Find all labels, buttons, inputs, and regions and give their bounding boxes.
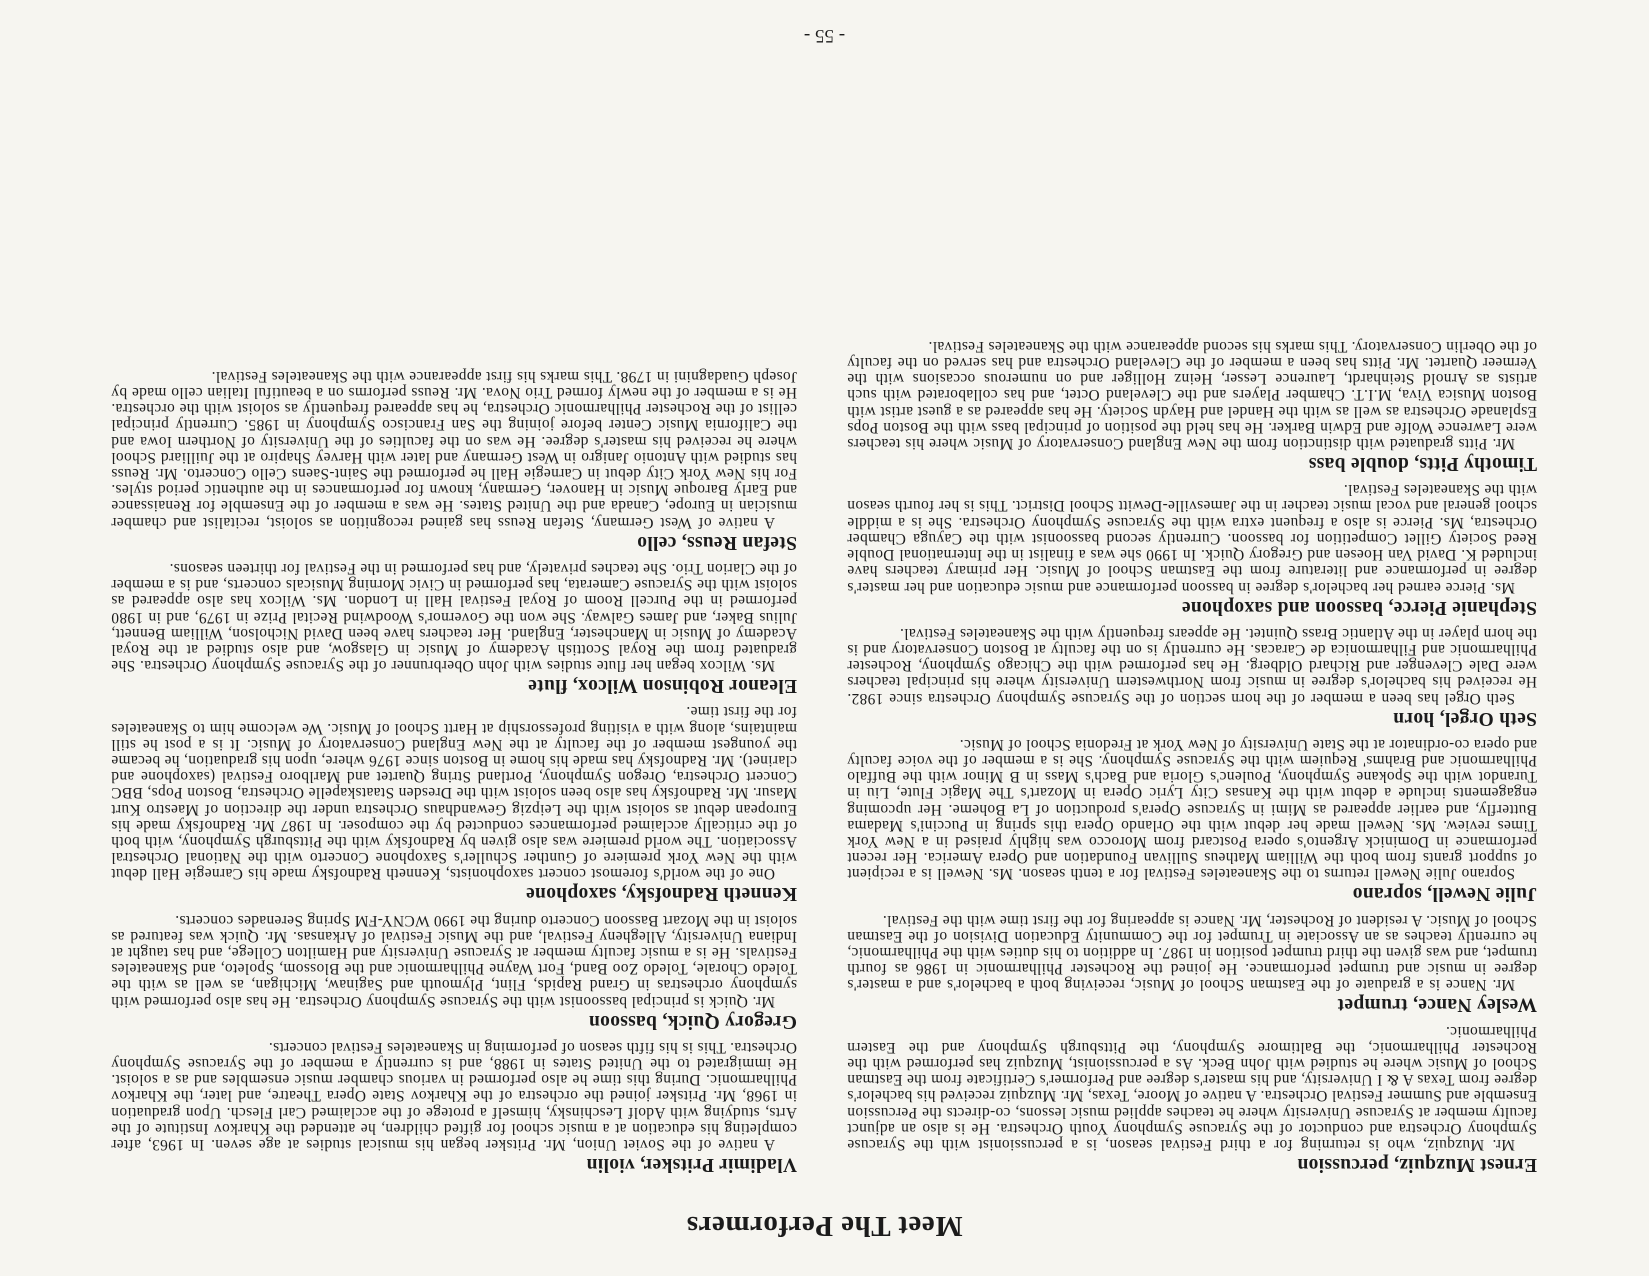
- bio-text: Ms. Wilcox began her flute studies with John Oberbrunner of the Syracuse Symphony Orchestra. She graduated from the Royal Scottish Academy of Music in Glasgow, and also studied at the Royal Academy of Music in Manchester, England. Her teachers have been David Nicholson, William Bennett, Julius Baker, and James Galway. She won the Governor's Woodwind Recital Prize in 1979, and in 1980 performed in the Purcell Room of Royal Festival Hall in London. Ms. Wilcox has also appeared as soloist with the Syracuse Camerata, has performed in Civic Morning Musicals concerts, and is a member of the Clarion Trio. She teaches privately, and has performed in the Festival for thirteen seasons.: [111, 559, 797, 675]
- bio-heading: Eleanor Robinson Wilcox, flute: [527, 675, 797, 697]
- bio-eleanor-robinson-wilcox: [111, 560, 797, 696]
- bio-heading: Wesley Nance, trumpet: [1337, 994, 1537, 1016]
- bio-text: Seth Orgel has been a member of the horn section of the Syracuse Symphony Orchestra since 1982. He received his bachelor's degree in music from Northwestern University where his principal teachers were Dale Clevenger and Richard Oldberg. He has performed with the Chicago Symphony, Rochester Philharmonic and Filharmonica de Caracas. He currently is on the faculty at Boston Conservatory and is the horn player in the Atlantic Brass Quintet. He appears frequently with the Skaneateles Festival.: [847, 624, 1537, 707]
- bio-text: Mr. Pitts graduated with distinction from the New England Conservatory of Music where his teachers were Lawrence Wolfe and Edwin Barker. He has held the position of principal bass with the Boston Pops Esplanade Orchestra as well as with the Handel and Haydn Society. He has appeared as a guest artist with Boston Musica Viva, M.I.T. Chamber Players and the Cleveland Octet, and has collaborated with such artists as Arnold Steinhardt, Laurence Lesser, Heinz Holliger and on numerous occasions with the Vermeer Quartet. Mr. Pitts has been a member of the Cleveland Orchestra and has served on the faculty of the Oberlin Conservatory. This marks his second appearance with the Skaneateles Festival.: [847, 337, 1537, 453]
- bio-text: One of the world's foremost concert saxophonists, Kenneth Radnofsky made his Carnegie Hall debut with the New York premiere of Gunther Schuller's Saxophone Concerto with the National Orchestral Association. The world premiere was also given by Radnofsky with the Pittsburgh Symphony, with both of the critically acclaimed performances conducted by the composer. In 1987 Mr. Radnofsky made his European debut as soloist with the Leipzig Gewandhaus Orchestra under the direction of Maestro Kurt Masur. Mr. Radnofsky has also been soloist with the Dresden Staatskapelle Orchestra, Boston Pops, BBC Concert Orchestra, Oregon Symphony, Portland String Quartet and Marlboro Festival (saxophone and clarinet). Mr. Radnofsky has made his home in Boston since 1976 where, upon his graduation, he became the youngest member of the faculty at the New England Conservatory of Music. It is a post he still maintains, along with a visiting professorship at Hartt School of Music. We welcome him to Skaneateles for the first time.: [111, 703, 797, 883]
- left-column: [847, 70, 1537, 1182]
- bio-stefan-reuss: [111, 368, 797, 553]
- bio-julie-newell: [847, 736, 1537, 905]
- bio-heading: Vladimir Pritsker, violin: [586, 1154, 797, 1175]
- bio-text: A native of the Soviet Union, Mr. Pritsker began his musical studies at age seven. In 1963, after completing his education at a music school for gifted children, he attended the Kharkov Institute of the Arts, studying with Adolf Leschinsky, himself a protege of the acclaimed Carl Flesch. Upon graduation in 1968, Mr. Pritsker joined the orchestra of the Kharkov State Opera Theatre, and later, the Kharkov Philharmonic. During this time he also performed in various chamber music ensembles and as a soloist. He immigrated to the United States in 1988, and is currently a member of the Syracuse Symphony Orchestra. This is his fifth season of performing in Skaneateles Festival concerts.: [111, 1038, 797, 1153]
- bio-text: Mr. Quick is principal bassoonist with the Syracuse Symphony Orchestra. He has also performed with symphony orchestras in Grand Rapids, Flint, Plymouth and Saginaw, Michigan, as well as with the Toledo Chorale, Toledo Zoo Band, Fort Wayne Philharmonic and the Blossom, Spoleto, and Skaneateles Festivals. He is a music faculty member at Syracuse University and Hamilton College, and has taught at Indiana University, Allegheny Festival, and the Music Festival of Arkansas. Mr. Quick was featured as soloist in the Mozart Bassoon Concerto during the 1990 WCNY-FM Spring Serenades concerts.: [111, 911, 797, 1010]
- bio-timothy-pitts: [847, 338, 1537, 474]
- bio-heading: Kenneth Radnofsky, saxophone: [525, 883, 797, 905]
- bio-stephanie-pierce: [847, 481, 1537, 617]
- page-number: - 55 -: [803, 25, 846, 46]
- right-column: [111, 70, 797, 1182]
- bio-wesley-nance: [847, 911, 1537, 1015]
- bio-heading: Gregory Quick, bassoon: [588, 1010, 797, 1032]
- bio-kenneth-radnofsky: [111, 703, 797, 904]
- bio-text: Mr. Nance is a graduate of the Eastman School of Music, receiving both a bachelor's and a master's degree in music and trumpet performance. He joined the Rochester Philharmonic in 1986 as fourth trumpet, and was given the third trumpet position in 1987. In addition to his duties with the Philharmonic, he currently teaches as an Associate in Trumpet for the Community Education Division of the Eastman School of Music. A resident of Rochester, Mr. Nance is appearing for the first time with the Festival.: [847, 911, 1537, 994]
- bio-heading: Stefan Reuss, cello: [636, 531, 797, 553]
- bio-ernest-muzquiz: [847, 1022, 1537, 1175]
- bio-heading: Seth Orgel, horn: [1392, 707, 1537, 729]
- bio-heading: Ernest Muzquiz, percussion: [1297, 1154, 1537, 1175]
- bio-gregory-quick: [111, 911, 797, 1031]
- bio-seth-orgel: [847, 625, 1537, 729]
- bio-vladimir-pritsker: [111, 1039, 797, 1175]
- page-title: Meet The Performers: [686, 1210, 963, 1242]
- bio-text: Soprano Julie Newell returns to the Skaneateles Festival for a tenth season. Ms. Newell is a recipient of support grants from both the William Matheus Sullivan Foundation and Opera America. Her recent performance in Dominick Argento's opera Postcard from Morocco was highly praised in a New York Times review. Ms. Newell made her debut with the Orlando Opera this spring in Puccini's Madama Butterfly, and earlier appeared as Mimi in Syracuse Opera's production of La Boheme. Her upcoming engagements include a debut with the Kansas City Lyric Opera in Mozart's The Magic Flute, Liu in Turandot with the Spokane Symphony, Poulenc's Gloria and Bach's Mass in B Minor with the Buffalo Philharmonic and Brahms' Requiem with the Syracuse Symphony. She is a member of the voice faculty and opera co-ordinator at the State University of New York at Fredonia School of Music.: [847, 735, 1537, 883]
- bio-text: Ms. Pierce earned her bachelor's degree in bassoon performance and music education and her master's degree in performance and literature from the Eastman School of Music. Her primary teachers have included K. David Van Hoesen and Gregory Quick. In 1990 she was a finalist in the International Double Reed Society Gillet Competition for bassoon. Currently second bassoonist with the Cayuga Chamber Orchestra, Ms. Pierce is also a frequent extra with the Syracuse Symphony Orchestra. She is a middle school general and vocal music teacher in the Jamesville-Dewitt School District. This is her fourth season with the Skaneateles Festival.: [847, 481, 1537, 596]
- bio-heading: Julie Newell, soprano: [1352, 883, 1537, 905]
- bio-text: A native of West Germany, Stefan Reuss has gained recognition as soloist, recitalist and chamber musician in Europe, Canada and the United States. He was a member of the Ensemble for Renaissance and Early Baroque Music in Hanover, Germany, known for performances in the authentic period styles. For his New York City debut in Carnegie Hall he performed the Saint-Saens Cello Concerto. Mr. Reuss has studied with Antonio Janigro in West Germany and later with Harvey Shapiro at the Juilliard School where he received his master's degree. He was on the faculties of the University of Northern Iowa and the California Music Center before joining the San Francisco Symphony in 1985. Currently principal cellist of the Rochester Philharmonic Orchestra, he has appeared frequently as soloist with the orchestra. He is a member of the newly formed Trio Nova. Mr. Reuss performs on a beautiful Italian cello made by Joseph Guadagnini in 1798. This marks his first appearance with the Skaneateles Festival.: [111, 367, 797, 531]
- bio-text: Mr. Muzquiz, who is returning for a third Festival season, is a percussionist with the Syracuse Symphony Orchestra and conductor of the Syracuse Symphony Youth Orchestra. He is also an adjunct faculty member at Syracuse University where he teaches applied music lessons, co-directs the Percussion Ensemble and Summer Festival Orchestra. A native of Moore, Texas, Mr. Muzquiz received his bachelor's degree from Texas A & I University, and his master's degree and Performer's Certificate from the Eastman School of Music where he studied with John Beck. As a percussionist, Muzquiz has performed with the Rochester Philharmonic, the Baltimore Symphony, the Pittsburgh Symphony and the Eastern Philharmonic.: [847, 1022, 1537, 1153]
- bio-heading: Timothy Pitts, double bass: [1308, 453, 1537, 475]
- bio-heading: Stephanie Pierce, bassoon and saxophone: [1181, 596, 1537, 618]
